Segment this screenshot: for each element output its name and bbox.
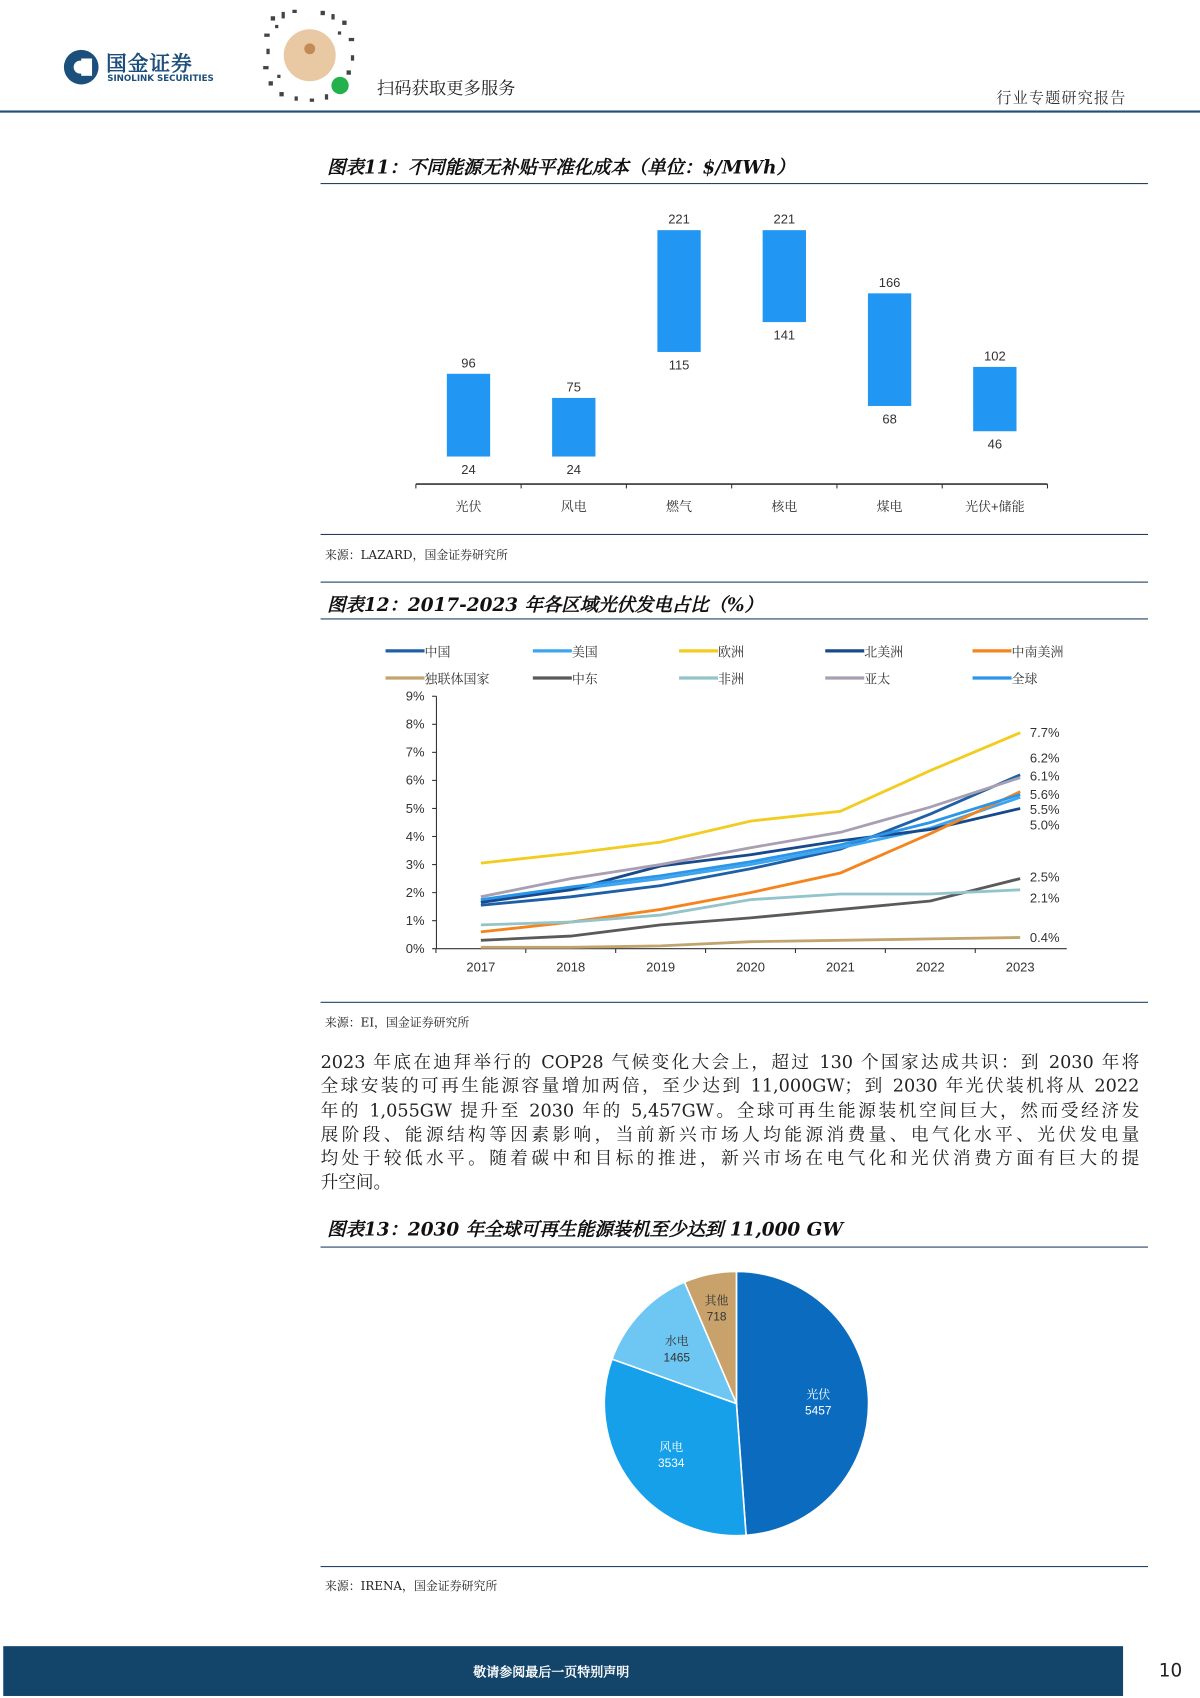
- figure13-title: 图表13：2030 年全球可再生能源装机至少达到 11,000 GW: [327, 1219, 844, 1242]
- x-tick-label: 光伏+储能: [965, 499, 1025, 515]
- y-tick-label: 1%: [405, 912, 425, 928]
- bar-光伏+储能: [973, 367, 1016, 431]
- x-tick-label: 燃气: [666, 499, 693, 515]
- bar-煤电: [868, 293, 911, 406]
- footer-disclaimer[interactable]: 敬请参阅最后一页特别声明: [473, 1664, 630, 1680]
- figure13-bottom-rule: [321, 1566, 1148, 1567]
- renewable-capacity-pie-chart: [0, 1256, 1200, 1559]
- legend-label: 北美洲: [864, 644, 904, 660]
- paragraph-line: 年的 1,055GW 提升至 2030 年的 5,457GW。全球可再生能源装机空间巨大，然而受经济发: [320, 1099, 1140, 1121]
- bar-光伏: [447, 374, 490, 457]
- pie-slice-光伏: [736, 1271, 868, 1535]
- y-tick-label: 8%: [405, 716, 425, 732]
- y-tick-label: 9%: [405, 688, 425, 704]
- y-tick-label: 5%: [405, 800, 425, 816]
- company-logo: [63, 48, 236, 91]
- legend-label: 亚太: [864, 671, 891, 687]
- bar-high-label: 221: [773, 211, 796, 227]
- report-type: 行业专题研究报告: [996, 89, 1127, 108]
- series-line-亚太: [481, 778, 1020, 897]
- y-tick-label: 7%: [405, 744, 425, 760]
- pie-value-label: 5457: [805, 1403, 832, 1418]
- y-tick-label: 0%: [405, 941, 425, 957]
- bar-high-label: 221: [668, 211, 690, 227]
- end-value-label: 6.1%: [1029, 768, 1060, 784]
- figure12-top-rule0: [321, 582, 1148, 583]
- y-tick-label: 4%: [405, 828, 425, 844]
- pv-share-line-chart: [0, 628, 1200, 996]
- legend-label: 非洲: [718, 671, 744, 687]
- legend-label: 欧洲: [718, 644, 744, 660]
- figure13-source: 来源：IRENA，国金证券研究所: [324, 1579, 498, 1594]
- figure11-title: 图表11：不同能源无补贴平准化成本（单位：$/MWh）: [327, 157, 795, 179]
- qr-caption: 扫码获取更多服务: [376, 77, 516, 99]
- x-tick-label: 核电: [771, 499, 798, 515]
- figure11-bottom-rule: [321, 534, 1148, 535]
- y-tick-label: 3%: [405, 856, 425, 872]
- bar-燃气: [657, 230, 700, 352]
- page-number: 10: [1158, 1660, 1183, 1682]
- figure12-top-rule: [321, 618, 1148, 619]
- pie-value-label: 3534: [657, 1456, 685, 1471]
- pie-value-label: 718: [706, 1309, 727, 1324]
- paragraph-line: 展阶段、能源结构等因素影响，当前新兴市场人均能源消费量、电气化水平、光伏发电量: [320, 1124, 1140, 1145]
- bar-high-label: 166: [878, 274, 901, 290]
- x-tick-label: 煤电: [876, 499, 903, 515]
- logo-en: SINOLINK SECURITIES: [107, 73, 214, 84]
- legend-label: 中东: [571, 671, 598, 687]
- series-line-非洲: [481, 890, 1020, 925]
- x-tick-label: 2019: [646, 959, 676, 975]
- y-tick-label: 2%: [405, 884, 425, 900]
- lcoe-bar-chart: [0, 184, 1200, 531]
- end-value-label: 5.5%: [1029, 802, 1060, 818]
- series-line-独联体国家: [481, 937, 1020, 947]
- end-value-label: 5.0%: [1029, 817, 1060, 833]
- mini-program-icon: [331, 77, 348, 94]
- qr-code[interactable]: [260, 5, 360, 105]
- bar-high-label: 102: [984, 348, 1006, 364]
- x-tick-label: 2020: [736, 959, 765, 975]
- end-value-label: 2.1%: [1029, 890, 1060, 906]
- legend-label: 美国: [571, 644, 598, 660]
- x-tick-label: 风电: [560, 499, 587, 515]
- series-line-欧洲: [481, 733, 1020, 863]
- pie-label: 风电: [659, 1439, 684, 1454]
- end-value-label: 7.7%: [1029, 725, 1060, 741]
- legend-label: 中国: [424, 644, 451, 660]
- pie-label: 光伏: [806, 1387, 831, 1402]
- x-tick-label: 光伏: [455, 499, 482, 515]
- figure13-top-rule: [321, 1247, 1148, 1248]
- x-tick-label: 2023: [1005, 959, 1035, 975]
- bar-low-label: 24: [461, 461, 476, 477]
- legend-label: 独联体国家: [424, 671, 490, 687]
- end-value-label: 6.2%: [1029, 750, 1060, 766]
- legend-label: 中南美洲: [1011, 644, 1064, 660]
- bar-风电: [552, 398, 595, 457]
- end-value-label: 2.5%: [1029, 869, 1060, 885]
- pie-label: 其他: [704, 1293, 729, 1308]
- pie-label: 水电: [664, 1334, 689, 1349]
- header-rule: [0, 110, 1200, 112]
- figure12-source: 来源：EI，国金证券研究所: [324, 1015, 470, 1030]
- bar-low-label: 46: [987, 436, 1003, 452]
- pie-value-label: 1465: [663, 1350, 691, 1365]
- x-tick-label: 2021: [825, 959, 855, 975]
- paragraph-line: 2023 年底在迪拜举行的 COP28 气候变化大会上，超过 130 个国家达成共识：到 2030 年将: [320, 1051, 1140, 1073]
- y-tick-label: 6%: [405, 772, 425, 788]
- bar-low-label: 141: [773, 327, 796, 343]
- series-line-中国: [481, 775, 1020, 905]
- figure11-source: 来源：LAZARD，国金证券研究所: [324, 547, 508, 563]
- legend-label: 全球: [1011, 671, 1038, 687]
- x-tick-label: 2018: [556, 959, 586, 975]
- paragraph-line: 均处于较低水平。随着碳中和目标的推进，新兴市场在电气化和光伏消费方面有巨大的提: [320, 1148, 1140, 1169]
- bar-high-label: 96: [461, 355, 476, 371]
- bar-核电: [763, 230, 806, 322]
- x-tick-label: 2017: [466, 959, 496, 975]
- bar-low-label: 115: [668, 357, 690, 373]
- x-tick-label: 2022: [915, 959, 945, 975]
- bar-low-label: 68: [882, 411, 897, 427]
- end-value-label: 0.4%: [1029, 929, 1060, 945]
- end-value-label: 5.6%: [1029, 786, 1060, 802]
- logo-mark-icon: [63, 49, 100, 86]
- figure12-title: 图表12：2017-2023 年各区域光伏发电占比（%）: [327, 594, 763, 617]
- figure12-bottom-rule: [321, 1002, 1148, 1003]
- footer-bar: [3, 1646, 1123, 1696]
- paragraph-line: 全球安装的可再生能源容量增加两倍，至少达到 11,000GW；到 2030 年光伏装机将从 2022: [320, 1075, 1140, 1097]
- paragraph-line: 升空间。: [320, 1172, 392, 1193]
- logo-cn: 国金证券: [106, 51, 193, 76]
- bar-low-label: 24: [566, 461, 581, 477]
- bar-high-label: 75: [566, 379, 581, 395]
- body-paragraph: [321, 1051, 1140, 1196]
